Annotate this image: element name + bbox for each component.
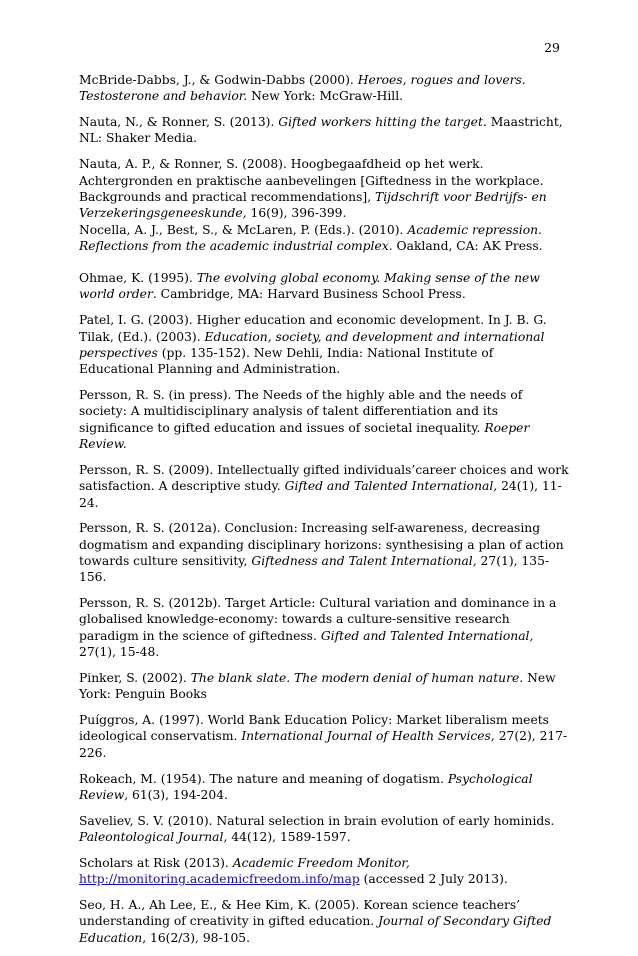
reference-authors-year: Puíggros, A. (1997). World Bank Education Policy: Market liberalism meets ideological conservatism. <box>79 713 549 744</box>
reference-item <box>79 595 569 660</box>
reference-title: Journal of Secondary Gifted Education <box>79 914 552 945</box>
reference-publication: , 16(2/3), 98-105. <box>142 930 251 945</box>
reference-authors-year: Persson, R. S. (2012a). Conclusion: Increasing self-awareness, decreasing dogmatism and expanding disciplinary horizons: synthesising a plan of action towards culture sensitivity, <box>79 521 564 568</box>
reference-authors-year: Pinker, S. (2002). <box>79 670 191 685</box>
reference-publication: , 61(3), 194-204. <box>124 787 228 802</box>
reference-authors-year: Persson, R. S. (2009). Intellectually gifted individuals’career choices and work satisfaction. A descriptive study. <box>79 462 569 494</box>
page-number: 29 <box>544 40 560 55</box>
reference-publication: . Cambridge, MA: Harvard Business School Press. <box>152 287 466 302</box>
reference-title: Paleontological Journal <box>79 830 224 845</box>
reference-publication: 27(1), 15-48. <box>79 645 160 660</box>
reference-item <box>79 312 569 377</box>
reference-publication: (accessed 2 July 2013). <box>359 872 508 887</box>
reference-item <box>79 670 569 703</box>
reference-authors-year: Patel, I. G. (2003). Higher education and economic development. In J. B. G. Tilak, (Ed.). (2003). <box>79 313 547 344</box>
reference-authors-year: Persson, R. S. (2012b). Target Article: Cultural variation and dominance in a globalised knowledge-economy: towards a culture-sensitive research paradigm in the science of giftedness. <box>79 596 557 643</box>
reference-item <box>79 813 569 846</box>
reference-publication: (pp. 135-152). New Dehli, India: National Institute of Educational Planning and Administration. <box>79 345 494 377</box>
reference-item <box>79 222 569 255</box>
reference-title: Education, society, and development and international perspectives <box>79 329 545 360</box>
reference-title: Tijdschrift voor Bedrijfs- en Verzekeringsgeneeskunde, <box>79 189 547 221</box>
reference-list <box>79 72 569 956</box>
reference-title: Gifted workers hitting the target. <box>278 115 487 130</box>
reference-title: Gifted and Talented International, <box>284 479 498 494</box>
reference-authors-year: Nocella, A. J., Best, S., & McLaren, P. (Eds.). (2010). <box>79 222 408 237</box>
reference-item <box>79 771 569 804</box>
reference-title: Gifted and Talented International, <box>320 628 534 643</box>
reference-publication: 24(1), 11-24. <box>79 479 562 510</box>
reference-publication: Oakland, CA: AK Press. <box>392 238 543 253</box>
reference-title: Giftedness and Talent International, <box>251 553 477 568</box>
reference-authors-year: Nauta, A. P., & Ronner, S. (2008). Hoogbegaafdheid op het werk. Achtergronden en praktische aanbevelingen [Giftedness in the workplace. Backgrounds and practical recommendations], <box>79 157 544 204</box>
reference-publication: , 44(12), 1589-1597. <box>223 830 351 845</box>
reference-authors-year: Seo, H. A., Ah Lee, E., & Hee Kim, K. (2005). Korean science teachers’ understanding of creativity in gifted education. <box>79 898 521 929</box>
reference-item <box>79 114 569 147</box>
reference-authors-year: Scholars at Risk (2013). <box>79 856 233 870</box>
reference-item <box>79 855 569 888</box>
reference-authors-year: Nauta, N., & Ronner, S. (2013). <box>79 115 279 130</box>
reference-title: Heroes, rogues and lovers. Testosterone and behavior. <box>79 73 526 104</box>
reference-authors-year: Rokeach, M. (1954). The nature and meaning of dogatism. <box>79 771 448 786</box>
reference-item <box>79 156 569 221</box>
reference-title: Roeper Review. <box>79 420 530 452</box>
reference-item <box>79 897 569 946</box>
reference-publication: 27(1), 135-156. <box>79 553 550 585</box>
reference-item <box>79 520 569 585</box>
reference-item <box>79 270 569 303</box>
reference-authors-year: Ohmae, K. (1995). <box>79 271 197 286</box>
reference-publication: New York: Penguin Books <box>79 670 556 702</box>
reference-title: Psychological Review <box>79 771 533 802</box>
reference-item <box>79 712 569 761</box>
reference-item <box>79 72 569 105</box>
reference-title: International Journal of Health Services <box>241 729 491 744</box>
reference-publication: Maastricht, NL: Shaker Media. <box>79 115 563 146</box>
reference-title: Academic Freedom Monitor, <box>232 856 410 870</box>
reference-item <box>79 387 569 452</box>
reference-publication: New York: McGraw-Hill. <box>247 89 404 104</box>
reference-title: The blank slate. The modern denial of human nature. <box>190 670 524 685</box>
reference-title: The evolving global economy. Making sense of the new world order <box>79 271 540 302</box>
reference-item <box>79 462 569 511</box>
reference-authors-year: Saveliev, S. V. (2010). Natural selection in brain evolution of early hominids. <box>79 813 555 828</box>
reference-authors-year: McBride-Dabbs, J., & Godwin-Dabbs (2000). <box>79 73 358 87</box>
reference-publication: , 27(2), 217-226. <box>79 729 568 760</box>
reference-authors-year: Persson, R. S. (in press). The Needs of the highly able and the needs of society: A multidisciplinary analysis of talent differentiation and its significance to gifted education and issues of societal inequality. <box>79 388 523 435</box>
reference-title: Academic repression. Reflections from the academic industrial complex. <box>79 222 542 253</box>
reference-link[interactable]: http://monitoring.academicfreedom.info/map <box>79 872 360 887</box>
reference-publication: 16(9), 396-399. <box>246 206 347 221</box>
